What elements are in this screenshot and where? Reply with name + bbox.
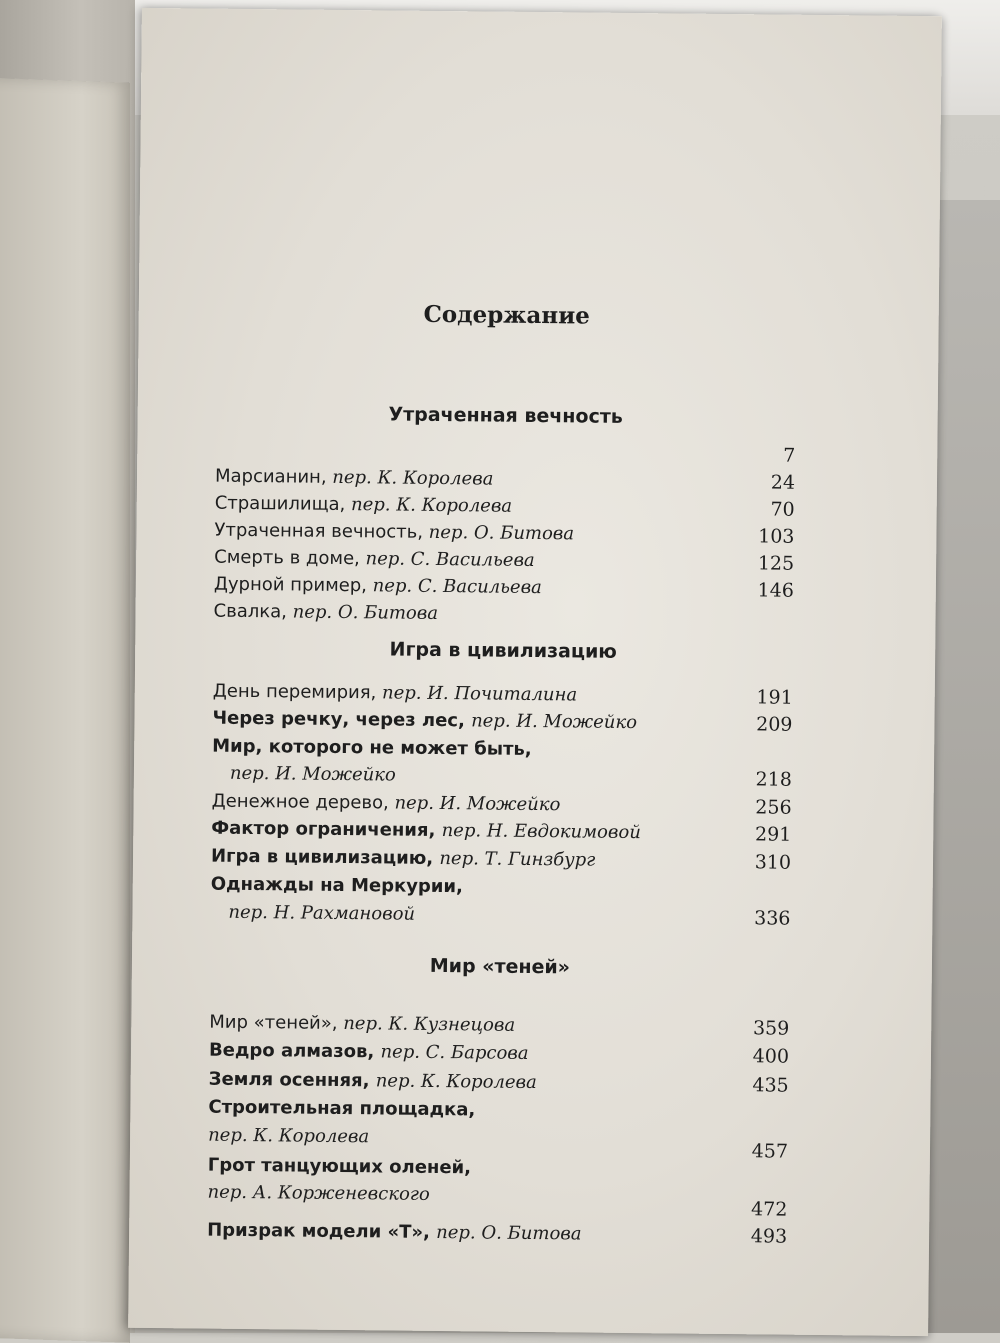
entry-translator: пер. И. Можейко [394, 792, 561, 816]
page-number: 7 [783, 444, 796, 467]
entry-translator: пер. О. Битова [292, 601, 439, 624]
toc-entry: Свалка, пер. О. Битова [213, 600, 439, 624]
entry-translator: пер. К. Королева [350, 494, 513, 517]
page-number: 209 [756, 713, 793, 736]
entry-title: Земля осенняя [208, 1068, 363, 1092]
entry-title: Марсианин [214, 465, 321, 488]
toc-entry: Марсианин, пер. К. Королева 24 [214, 465, 796, 494]
entry-translator: пер. К. Кузнецова [343, 1013, 516, 1036]
toc-entry-title-line: Мир, которого не может быть, [212, 735, 532, 760]
toc-entry: Утраченная вечность, пер. О. Битова 103 [214, 519, 795, 548]
section-heading: Мир «теней» [429, 954, 571, 979]
toc-entry: Дурной пример, пер. С. Васильева 146 [213, 573, 794, 602]
entry-translator: пер. И. Можейко [229, 762, 396, 786]
toc-entry: Ведро алмазов, пер. С. Барсова 400 [208, 1039, 790, 1068]
toc-entry: Страшилища, пер. К. Королева 70 [214, 492, 795, 521]
entry-translator: пер. Т. Гинзбург [439, 848, 596, 871]
entry-translator: пер. И. Можейко [471, 710, 638, 734]
page-number: 218 [755, 768, 793, 791]
entry-title: Ведро алмазов [208, 1039, 368, 1063]
page-number: 400 [752, 1045, 790, 1068]
entry-title: День перемирия [212, 680, 371, 704]
page-number: 146 [757, 579, 794, 602]
entry-translator: пер. Н. Рахмановой [228, 901, 416, 925]
entry-title: Призрак модели «Т» [207, 1219, 424, 1243]
entry-title: Страшилища [214, 492, 340, 515]
entry-title: Свалка [213, 600, 282, 623]
toc-entry: День перемирия, пер. И. Почиталина 191 [212, 680, 793, 709]
page-number: 359 [752, 1017, 790, 1040]
toc-entry: Земля осенняя, пер. К. Королева 435 [208, 1068, 789, 1097]
toc-entry: Игра в цивилизацию, пер. Т. Гинзбург 310 [210, 845, 792, 874]
entry-translator: пер. А. Корженевского [207, 1181, 430, 1205]
toc-entry: Фактор ограничения, пер. Н. Евдокимовой 291 [211, 817, 792, 846]
toc-entry: Через речку, через лес, пер. И. Можейко 209 [212, 707, 793, 736]
book-page [128, 8, 942, 1336]
toc-entry: Смерть в доме, пер. С. Васильева 125 [214, 546, 795, 575]
entry-translator: пер. С. Барсова [380, 1041, 529, 1064]
page-number: 103 [758, 525, 795, 548]
page-number: 472 [751, 1198, 788, 1221]
section-heading: Игра в цивилизацию [389, 638, 617, 663]
entry-title: Денежное дерево [211, 790, 384, 814]
toc-entry-title-line: Однажды на Меркурии, [210, 873, 464, 898]
entry-translator: пер. И. Почиталина [381, 682, 578, 706]
entry-translator: пер. О. Битова [428, 521, 575, 545]
entry-title: Строительная площадка [208, 1096, 469, 1121]
page-number: 191 [756, 686, 793, 709]
page-number: 291 [754, 823, 792, 846]
entry-translator: пер. С. Васильева [365, 548, 535, 571]
entry-translator: пер. Н. Евдокимовой [441, 820, 641, 844]
entry-title: Через речку, через лес [212, 707, 459, 732]
page-number: 70 [770, 498, 795, 521]
page-number: 457 [751, 1140, 789, 1163]
entry-translator: пер. К. Королева [332, 466, 494, 490]
toc-entry-translator-line [210, 902, 790, 935]
toc-entry: Мир «теней», пер. К. Кузнецова 359 [209, 1011, 790, 1040]
page-number: 493 [750, 1225, 788, 1248]
entry-title: Мир, которого не может быть [212, 735, 525, 760]
page-title: Содержание [423, 300, 591, 330]
section-heading: Утраченная вечность [388, 403, 623, 428]
entry-title: Грот танцующих оленей [207, 1154, 465, 1179]
page-number: 24 [770, 471, 796, 494]
toc-entry: Денежное дерево, пер. И. Можейко 256 [211, 790, 792, 819]
entry-title: Мир «теней» [209, 1011, 332, 1034]
entry-title: Игра в цивилизацию [210, 845, 427, 869]
entry-translator: пер. О. Битова [436, 1221, 582, 1245]
page-number: 435 [752, 1074, 789, 1097]
toc-entry-title-line: Грот танцующих оленей, [207, 1154, 472, 1179]
entry-title: Утраченная вечность [214, 519, 418, 543]
entry-title: Фактор ограничения [211, 817, 429, 841]
entry-translator: пер. К. Королева [375, 1070, 537, 1094]
toc-entry-title-line: Строительная площадка, [208, 1096, 476, 1121]
page-number: 310 [754, 851, 792, 874]
entry-translator: пер. С. Васильева [372, 575, 542, 599]
facing-page-edge [0, 77, 130, 1343]
page-number: 125 [757, 552, 795, 575]
toc-entry: Призрак модели «Т», пер. О. Битова 493 [207, 1219, 788, 1248]
page-number: 336 [754, 907, 791, 930]
entry-title: Дурной пример [213, 573, 362, 597]
table-of-contents [206, 9, 800, 1335]
entry-translator: пер. К. Королева [208, 1124, 370, 1148]
entry-title: Однажды на Меркурии [210, 873, 457, 898]
page-number: 256 [755, 796, 792, 819]
entry-title: Смерть в доме [214, 546, 355, 570]
